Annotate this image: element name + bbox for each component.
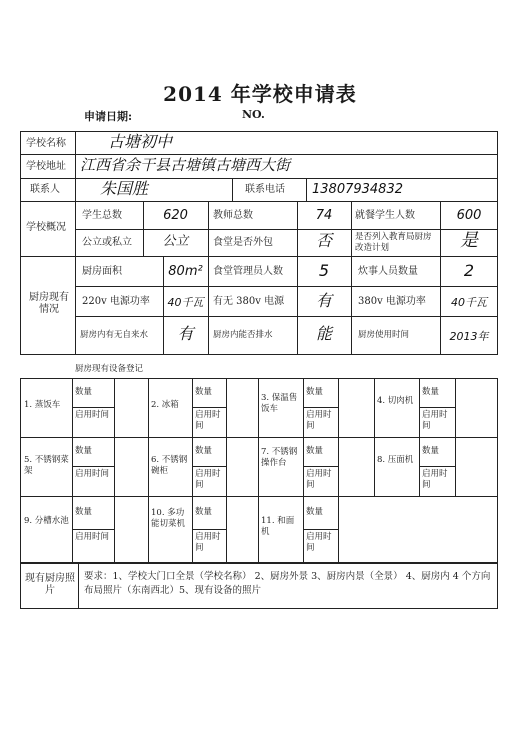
start-label: 启用时间 (75, 532, 110, 542)
renovation-label: 是否列入教育局厨房改造计划 (355, 232, 432, 253)
start-label: 启用时间 (306, 469, 332, 490)
school-address-label: 学校地址 (26, 161, 66, 172)
qty-label: 数量 (422, 387, 440, 397)
equipment-item: 5. 不锈钢菜架 (24, 455, 69, 476)
teachers-label: 教师总数 (213, 210, 253, 221)
power380-value: 40千瓦 (451, 296, 487, 309)
drain-label: 厨房内能否排水 (213, 330, 273, 340)
equipment-item: 11. 和面机 (261, 516, 295, 537)
school-address-value: 江西省余干县古塘镇古塘西大街 (80, 156, 291, 174)
photos-label: 现有厨房照片 (25, 573, 75, 596)
qty-label: 数量 (195, 507, 213, 517)
has380-value: 有 (315, 291, 332, 310)
school-name-value: 古塘初中 (108, 132, 173, 151)
diners-value: 600 (456, 208, 482, 223)
diners-label: 就餐学生人数 (355, 210, 415, 221)
start-label: 启用时间 (422, 469, 448, 490)
start-label: 启用时间 (422, 410, 448, 431)
start-label: 启用时间 (195, 532, 221, 553)
has380-label: 有无 380v 电源 (213, 296, 285, 307)
start-label: 启用时间 (306, 410, 332, 431)
equipment-item: 3. 保温售饭车 (261, 393, 298, 414)
equipment-item: 10. 多功能切菜机 (151, 508, 186, 529)
equipment-item: 7. 不锈钢操作台 (261, 447, 298, 468)
teachers-value: 74 (315, 208, 333, 223)
equipment-item: 4. 切肉机 (377, 396, 414, 406)
qty-label: 数量 (306, 507, 324, 517)
power220-label: 220v 电源功率 (82, 296, 150, 307)
start-label: 启用时间 (75, 469, 110, 479)
equipment-item: 2. 冰箱 (151, 400, 179, 410)
equipment-heading: 厨房现有设备登记 (75, 364, 144, 374)
qty-label: 数量 (306, 446, 324, 456)
students-label: 学生总数 (82, 210, 122, 221)
equipment-item: 6. 不锈钢碗柜 (151, 455, 188, 476)
cooks-value: 2 (463, 261, 475, 280)
date-label: 申请日期: (84, 110, 133, 123)
since-value: 2013年 (449, 330, 489, 343)
equipment-item: 9. 分槽水池 (24, 516, 69, 526)
tap-label: 厨房内有无自来水 (80, 330, 149, 340)
qty-label: 数量 (422, 446, 440, 456)
power220-value: 40千瓦 (167, 296, 204, 309)
area-label: 厨房面积 (82, 266, 122, 277)
no-label: NO. (242, 108, 265, 121)
type-value: 公立 (162, 234, 189, 249)
qty-label: 数量 (195, 446, 213, 456)
photos-requirements: 要求：1、学校大门口全景（学校名称） 2、厨房外景 3、厨房内景（全景） 4、厨房内 4 个方向布局照片（东南西北）5、现有设备的照片 (84, 571, 491, 596)
qty-label: 数量 (75, 446, 93, 456)
managers-value: 5 (318, 261, 330, 280)
students-value: 620 (163, 208, 188, 223)
equipment-item: 8. 压面机 (377, 455, 414, 465)
page-title: 2014 年学校申请表 (163, 82, 357, 106)
start-label: 启用时间 (195, 469, 221, 490)
contact-label: 联系人 (30, 184, 60, 195)
since-label: 厨房使用时间 (358, 330, 410, 340)
qty-label: 数量 (75, 507, 93, 517)
contact-value: 朱国胜 (100, 179, 149, 198)
cooks-label: 炊事人员数量 (358, 266, 418, 277)
outsourced-value: 否 (315, 231, 332, 250)
phone-label: 联系电话 (245, 184, 285, 195)
tap-value: 有 (177, 324, 194, 343)
phone-value: 13807934832 (312, 182, 403, 197)
start-label: 启用时间 (306, 532, 332, 553)
power380-label: 380v 电源功率 (358, 296, 426, 307)
area-value: 80m² (168, 264, 203, 279)
renovation-value: 是 (460, 230, 478, 251)
start-label: 启用时间 (195, 410, 221, 431)
drain-value: 能 (315, 324, 332, 343)
qty-label: 数量 (306, 387, 324, 397)
qty-label: 数量 (75, 387, 93, 397)
managers-label: 食堂管理员人数 (213, 266, 283, 277)
kitchen-section-label: 厨房现有情况 (29, 292, 69, 315)
school-name-label: 学校名称 (26, 138, 66, 149)
type-label: 公立或私立 (82, 237, 132, 248)
qty-label: 数量 (195, 387, 213, 397)
outsourced-label: 食堂是否外包 (213, 237, 273, 248)
equipment-item: 1. 蒸饭车 (24, 400, 61, 410)
start-label: 启用时间 (75, 410, 110, 420)
overview-section-label: 学校概况 (26, 222, 66, 233)
